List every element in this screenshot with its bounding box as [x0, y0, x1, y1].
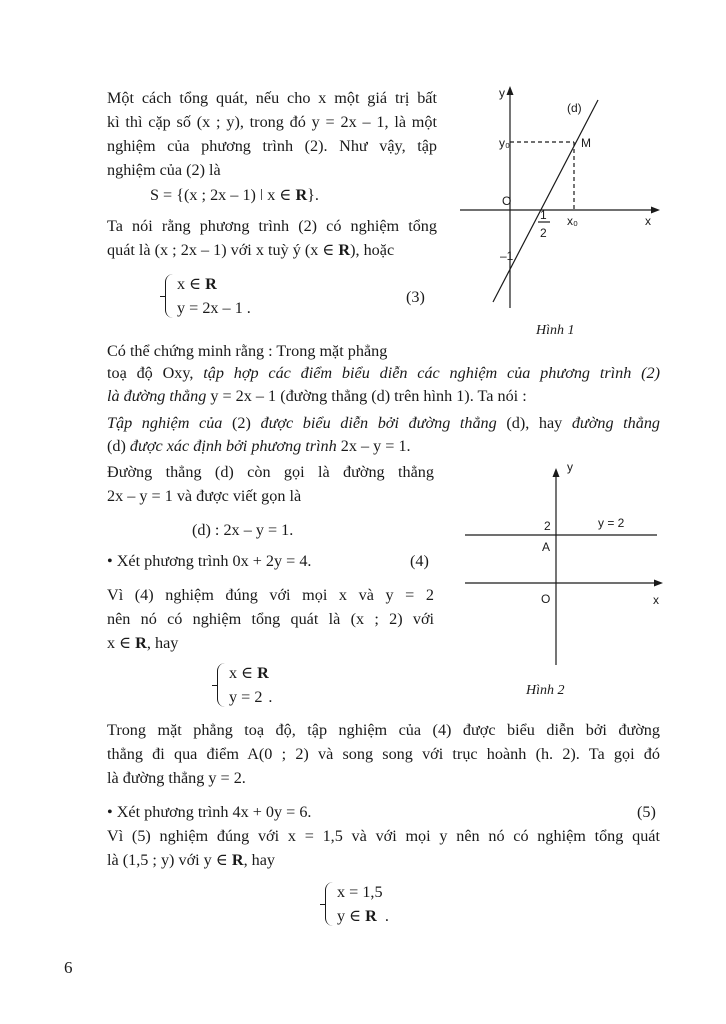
text-italic: Tập nghiệm của: [107, 414, 223, 432]
set-end: }.: [307, 186, 319, 204]
x-axis-arrow: [651, 207, 660, 214]
text-line: Ta nói rằng phương trình (2) có nghiệm tổng: [107, 217, 437, 235]
fig1-y-label: y: [499, 86, 505, 100]
text-span: (2): [222, 414, 261, 432]
figure-1-caption: Hình 1: [536, 323, 575, 338]
brace: [165, 274, 174, 318]
text-span: 2x – y = 1.: [336, 437, 411, 455]
system-dot: .: [268, 688, 273, 706]
text-bold: R: [231, 851, 244, 869]
system-text: y = 2x – 1: [177, 299, 243, 317]
text-line: kì thì cặp số (x ; y), trong đó y = 2x – 1, là một: [107, 113, 437, 131]
system-text: y = 2: [229, 688, 263, 706]
fig2-x-label: x: [653, 593, 659, 607]
system-row-2: [177, 296, 251, 320]
fig1-frac-den: 2: [540, 226, 547, 240]
system-row-1: [177, 272, 251, 296]
text-italic: đường thẳng: [571, 414, 661, 432]
figure-1-graph: [455, 80, 670, 315]
fig2-y-label: y: [567, 460, 573, 474]
text-span: quát là (x ; 2x – 1) với x tuỳ ý (x ∈: [107, 241, 339, 259]
brace: [325, 882, 334, 926]
y-axis-arrow: [553, 468, 560, 477]
text-line: Vì (5) nghiệm đúng với x = 1,5 và với mọi y nên nó có nghiệm tổng quát: [107, 827, 660, 845]
fig1-x0: x₀: [567, 214, 578, 228]
text-italic: là đường thẳng: [107, 387, 207, 405]
system-row-1: [229, 661, 272, 685]
text-span: , hay: [146, 634, 179, 652]
fig1-minus-one: –1: [500, 249, 514, 263]
fig2-tick-2: 2: [544, 519, 551, 533]
fig1-line-label: (d): [567, 101, 582, 115]
text-line: [107, 361, 660, 385]
equation-system-3: [165, 272, 251, 320]
system-bold: R: [205, 275, 217, 293]
text-span: ), hoặc: [350, 241, 395, 259]
fig1-frac-num: 1: [540, 208, 547, 222]
text-line: 2x – y = 1 và được viết gọn là: [107, 487, 302, 505]
system-bold: R: [365, 907, 377, 925]
text-line: [107, 631, 178, 655]
text-line: nghiệm của phương trình (2). Như vậy, tập: [107, 137, 437, 155]
system-bold: R: [257, 664, 269, 682]
text-line: [107, 411, 660, 435]
system-dot: .: [246, 299, 251, 317]
text-span: toạ độ Oxy,: [107, 364, 204, 382]
fig1-origin: O: [502, 194, 512, 208]
text-span: x ∈: [107, 634, 136, 652]
text-line: [107, 434, 411, 458]
figure-2-caption: Hình 2: [526, 683, 565, 698]
equation-number-4: (4): [410, 552, 429, 570]
text-line: Có thể chứng minh rằng : Trong mặt phẳng: [107, 342, 388, 360]
system-text: x ∈: [229, 664, 258, 682]
text-italic: được xác định bởi phương trình: [129, 437, 337, 455]
text-line: [107, 848, 275, 872]
fig2-line-label: y = 2: [598, 516, 625, 530]
system-text: y ∈: [337, 907, 366, 925]
d-equation: (d) : 2x – y = 1.: [192, 521, 294, 539]
bullet-equation-4: • Xét phương trình 0x + 2y = 4.: [107, 552, 312, 570]
system-dot: .: [384, 907, 389, 925]
text-line: Trong mặt phẳng toạ độ, tập nghiệm của (4) được biểu diễn bởi đường: [107, 721, 660, 739]
text-span: (d): [107, 437, 130, 455]
brace: [217, 663, 226, 707]
set-equation: [150, 183, 319, 207]
text-line: [107, 384, 527, 408]
x-axis-arrow: [654, 580, 663, 587]
system-text: x = 1,5: [337, 883, 383, 901]
text-line: nên nó có nghiệm tổng quát là (x ; 2) với: [107, 610, 434, 628]
figure-2-graph: [460, 455, 675, 670]
system-row-1: [337, 880, 389, 904]
text-line: là đường thẳng y = 2.: [107, 769, 246, 787]
system-row-2: [229, 685, 272, 709]
set-text: S = {(x ; 2x – 1) ǀ x ∈: [150, 186, 296, 204]
text-span: , hay: [243, 851, 276, 869]
text-span: (d), hay: [496, 414, 572, 432]
equation-number-5: (5): [637, 803, 656, 821]
text-bold: R: [338, 241, 351, 259]
text-line: [107, 238, 394, 262]
text-bold: R: [135, 634, 147, 652]
text-line: nghiệm của (2) là: [107, 161, 221, 179]
text-span: y = 2x – 1 (đường thẳng (d) trên hình 1). Ta nói :: [206, 387, 527, 405]
y-axis-arrow: [507, 86, 514, 95]
text-line: Một cách tổng quát, nếu cho x một giá trị bất: [107, 89, 437, 107]
text-line: thẳng đi qua điểm A(0 ; 2) và song song với trục hoành (h. 2). Ta gọi đó: [107, 745, 660, 763]
text-line: Đường thẳng (d) còn gọi là đường thẳng: [107, 463, 434, 481]
system-text: x ∈: [177, 275, 206, 293]
equation-system-5: [325, 880, 389, 928]
fig1-point-m: M: [581, 136, 591, 150]
fig2-origin: O: [541, 592, 551, 606]
text-italic: tập hợp các điểm biểu diễn các nghiệm của phương trình (2): [203, 364, 660, 382]
fig1-y0: y₀: [499, 136, 510, 150]
set-bold: R: [295, 186, 308, 204]
text-line: Vì (4) nghiệm đúng với mọi x và y = 2: [107, 586, 434, 604]
text-italic: được biểu diễn bởi đường thẳng: [260, 414, 497, 432]
page-number: 6: [64, 958, 73, 977]
fig2-point-a: A: [542, 540, 551, 554]
fig1-x-label: x: [645, 214, 651, 228]
equation-number-3: (3): [406, 288, 425, 306]
equation-system-4: [217, 661, 272, 709]
text-span: là (1,5 ; y) với y ∈: [107, 851, 232, 869]
system-row-2: [337, 904, 389, 928]
bullet-equation-5: • Xét phương trình 4x + 0y = 6.: [107, 803, 312, 821]
